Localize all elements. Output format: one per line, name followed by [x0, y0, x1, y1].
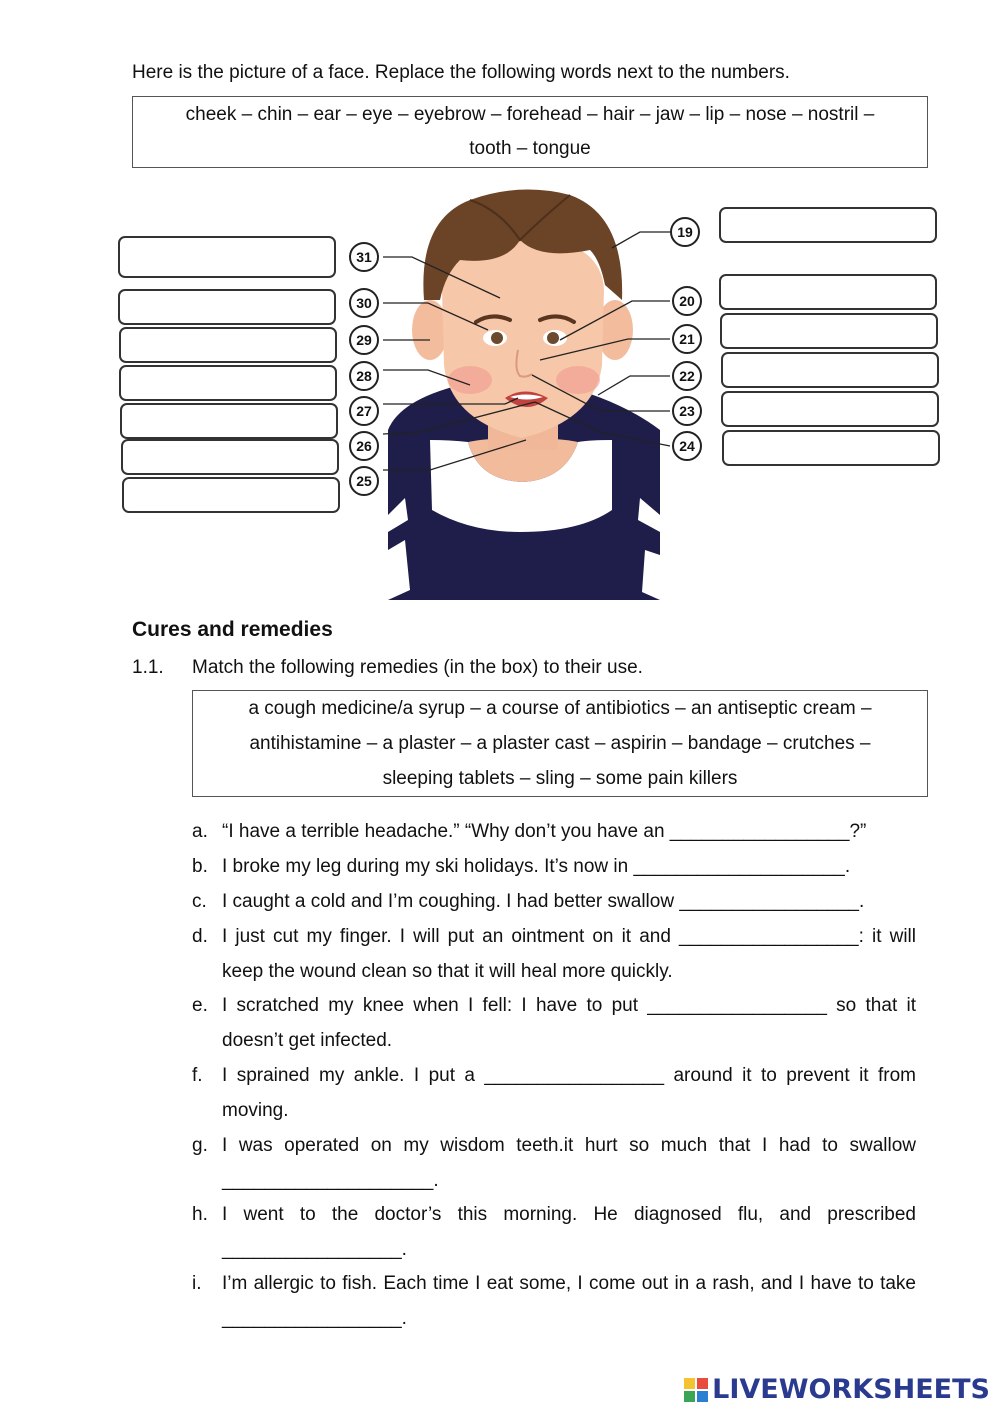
question-letter: b.	[192, 856, 208, 877]
remedies-line-1: a cough medicine/a syrup – a course of antibiotics – an antiseptic cream –	[248, 698, 872, 719]
question-text: I scratched my knee when I fell: I have to put _________________ so that it doesn’t get infected.	[222, 995, 916, 1051]
number-label-29: 29	[349, 325, 379, 355]
question-letter: g.	[192, 1135, 208, 1156]
liveworksheets-logo[interactable]	[684, 1374, 990, 1405]
number-label-25: 25	[349, 466, 379, 496]
answer-box-29[interactable]	[119, 327, 337, 363]
question-g	[192, 1128, 916, 1198]
question-text: I broke my leg during my ski holidays. It’s now in ____________________.	[222, 856, 851, 877]
number-label-20: 20	[672, 286, 702, 316]
number-label-19: 19	[670, 217, 700, 247]
boy-face	[442, 235, 604, 438]
remedies-box	[192, 690, 928, 797]
answer-box-27[interactable]	[120, 403, 338, 439]
question-c	[192, 884, 916, 919]
answer-box-25[interactable]	[122, 477, 340, 513]
answer-box-20[interactable]	[719, 274, 937, 310]
answer-box-19[interactable]	[719, 207, 937, 243]
question-e	[192, 988, 916, 1058]
answer-box-21[interactable]	[720, 313, 938, 349]
section-title: Cures and remedies	[132, 618, 333, 641]
number-label-21: 21	[672, 324, 702, 354]
liveworksheets-logo-icon	[684, 1378, 708, 1402]
exercise-instruction: Match the following remedies (in the box) to their use.	[192, 657, 643, 678]
number-label-22: 22	[672, 361, 702, 391]
question-text: I’m allergic to fish. Each time I eat some, I come out in a rash, and I have to take _________________.	[222, 1273, 916, 1329]
exercise-number: 1.1.	[132, 657, 164, 678]
question-a	[192, 814, 916, 849]
question-text: I just cut my finger. I will put an ointment on it and _________________: it will keep the wound clean so that it will heal more quickly.	[222, 926, 916, 982]
question-text: I was operated on my wisdom teeth.it hurt so much that I had to swallow ____________________.	[222, 1135, 916, 1191]
number-label-28: 28	[349, 361, 379, 391]
answer-box-31[interactable]	[118, 236, 336, 278]
question-letter: f.	[192, 1065, 203, 1086]
intro-text: Here is the picture of a face. Replace the following words next to the numbers.	[132, 62, 790, 83]
number-label-23: 23	[672, 396, 702, 426]
word-box-line-1: cheek – chin – ear – eye – eyebrow – forehead – hair – jaw – lip – nose – nostril –	[185, 104, 875, 125]
number-label-26: 26	[349, 431, 379, 461]
question-letter: d.	[192, 926, 208, 947]
answer-box-23[interactable]	[721, 391, 939, 427]
question-letter: h.	[192, 1204, 208, 1225]
word-box	[132, 96, 928, 168]
question-letter: e.	[192, 995, 208, 1016]
question-letter: a.	[192, 821, 208, 842]
answer-box-30[interactable]	[118, 289, 336, 325]
answer-box-26[interactable]	[121, 439, 339, 475]
question-h	[192, 1197, 916, 1267]
question-text: I sprained my ankle. I put a _________________ around it to prevent it from moving.	[222, 1065, 916, 1121]
question-letter: c.	[192, 891, 207, 912]
question-text: “I have a terrible headache.” “Why don’t you have an _________________?”	[222, 821, 867, 842]
answer-box-24[interactable]	[722, 430, 940, 466]
question-text: I went to the doctor’s this morning. He diagnosed flu, and prescribed _________________.	[222, 1204, 916, 1260]
question-letter: i.	[192, 1273, 202, 1294]
question-text: I caught a cold and I’m coughing. I had better swallow _________________.	[222, 891, 865, 912]
remedies-line-3: sleeping tablets – sling – some pain killers	[382, 768, 738, 789]
remedies-line-2: antihistamine – a plaster – a plaster cast – aspirin – bandage – crutches –	[249, 733, 871, 754]
word-box-line-2: tooth – tongue	[469, 138, 591, 159]
number-label-24: 24	[672, 431, 702, 461]
number-label-30: 30	[349, 288, 379, 318]
question-i	[192, 1266, 916, 1336]
liveworksheets-logo-text: LIVEWORKSHEETS	[712, 1374, 990, 1405]
question-b	[192, 849, 916, 884]
number-label-27: 27	[349, 396, 379, 426]
number-label-31: 31	[349, 242, 379, 272]
question-f	[192, 1058, 916, 1128]
answer-box-22[interactable]	[721, 352, 939, 388]
answer-box-28[interactable]	[119, 365, 337, 401]
question-d	[192, 919, 916, 989]
